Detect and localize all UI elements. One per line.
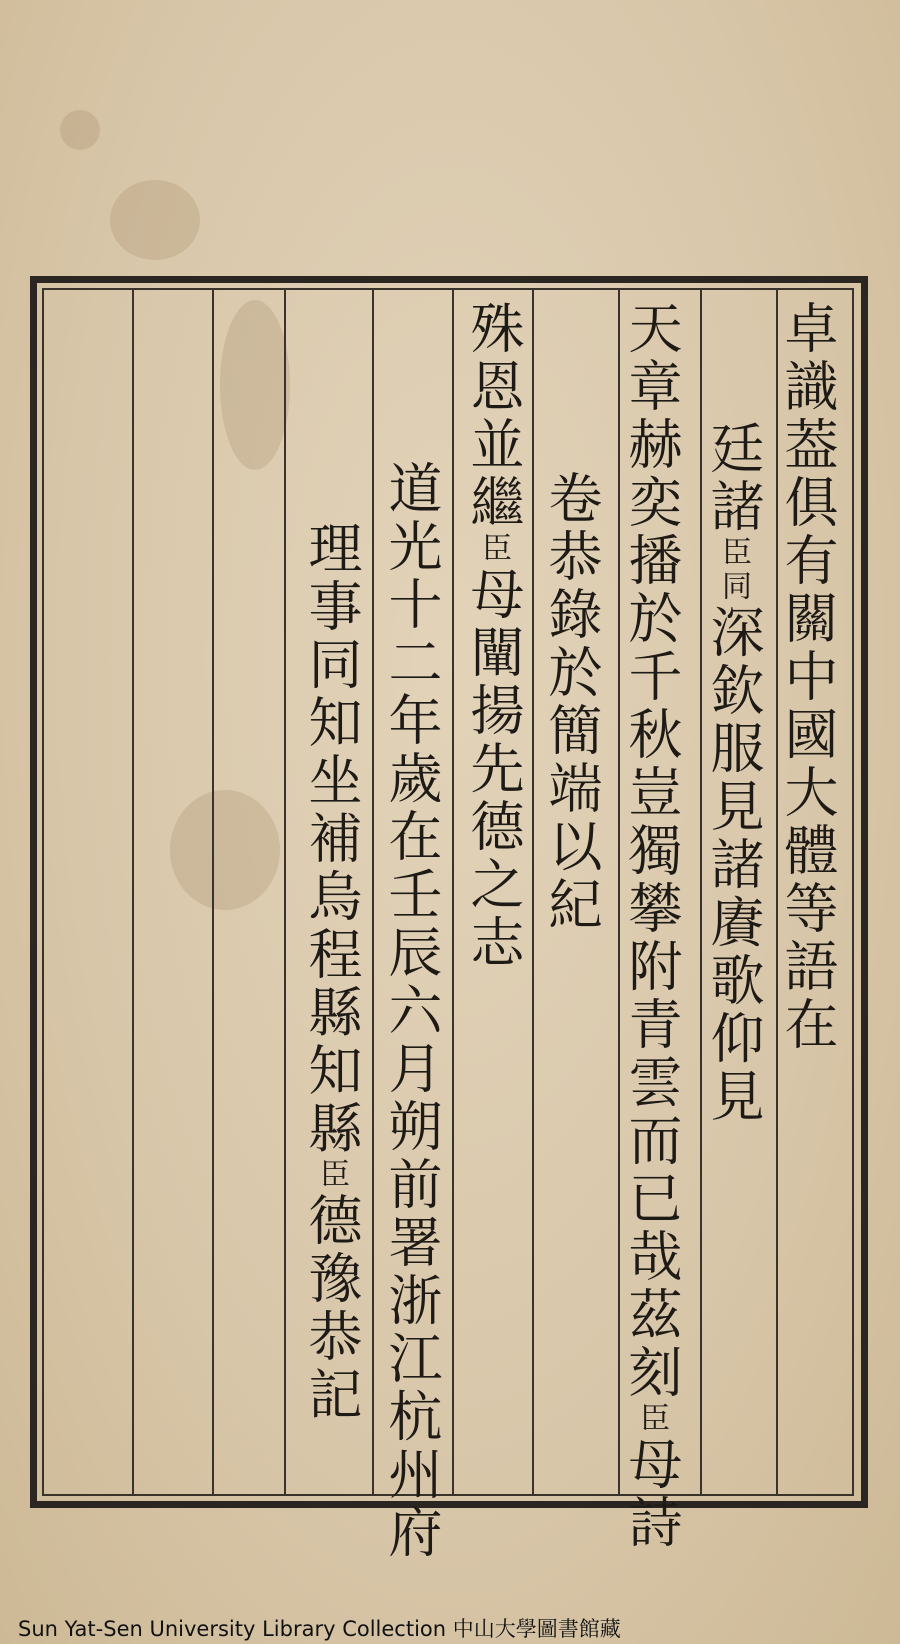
column-text: 殊恩並繼: [462, 300, 525, 532]
column-divider: [212, 288, 214, 1496]
column-text: 理事同知坐補烏程縣知縣: [300, 520, 363, 1158]
column-divider: [132, 288, 134, 1496]
column-text: 道光十二年歲在壬辰六月朔前署浙江杭州府: [380, 460, 443, 1562]
text-column-2: [702, 420, 765, 1126]
column-divider: [532, 288, 534, 1496]
text-column-1: [776, 300, 839, 1054]
paper-stain: [110, 180, 200, 260]
paper-stain: [60, 110, 100, 150]
column-text: 天章赫奕播於千秋豈獨攀附青雲而已哉茲刻: [620, 300, 683, 1402]
text-column-5: [462, 300, 525, 972]
column-text: 卓識葢俱有關中國大體等語在: [776, 300, 839, 1054]
column-small-text: 臣同: [716, 536, 751, 604]
column-small-text: 臣: [634, 1402, 669, 1436]
column-text: 卷恭錄於簡端以紀: [540, 470, 603, 934]
column-text: 深欽服見諸賡歌仰見: [702, 604, 765, 1126]
column-divider: [452, 288, 454, 1496]
library-caption: Sun Yat-Sen University Library Collection 中山大學圖書館藏: [18, 1617, 621, 1641]
column-small-text: 臣: [476, 532, 511, 566]
column-text: 德豫恭記: [300, 1192, 363, 1424]
column-text: 母闡揚先德之志: [462, 566, 525, 972]
column-small-text: 臣: [314, 1158, 349, 1192]
text-column-7: [300, 520, 363, 1424]
column-divider: [372, 288, 374, 1496]
text-column-4: [540, 470, 603, 934]
text-column-3: [620, 300, 683, 1552]
column-text: 廷諸: [702, 420, 765, 536]
text-column-6: [380, 460, 443, 1562]
column-divider: [284, 288, 286, 1496]
column-text: 母詩: [620, 1436, 683, 1552]
